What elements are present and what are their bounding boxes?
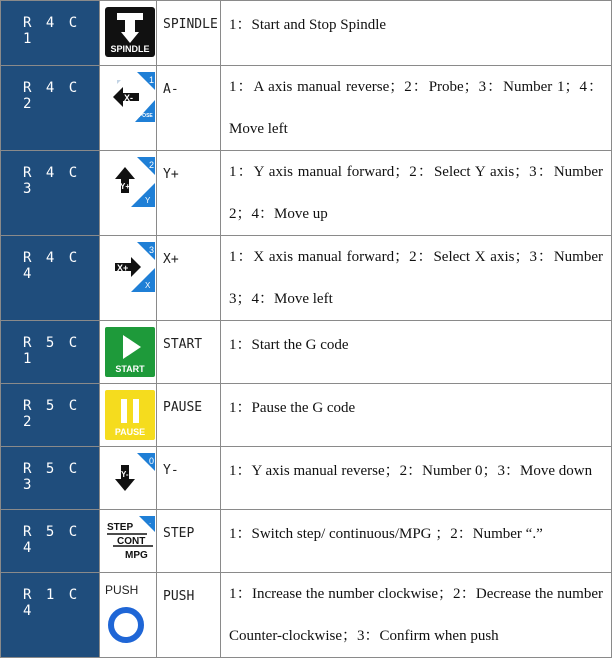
key-code: R 5 C 1 [1,321,100,384]
key-name: PUSH [157,573,221,658]
start-key-label: START [115,364,145,374]
x-plus-key-icon [105,242,155,292]
svg-text:1: 1 [149,75,155,85]
table-row [1,384,612,447]
key-description: 1：X axis manual forward；2：Select X axis；3：Number 3；4：Move left [221,236,612,321]
push-knob-icon [105,583,156,643]
start-key-icon [105,327,155,377]
key-description: 1：Increase the number clockwise；2：Decrease the number Counter-clockwise；3：Confirm when push [221,573,612,658]
key-description: 1：Start the G code [221,321,612,384]
key-name: Y- [157,447,221,510]
key-code: R 4 C 2 [1,66,100,151]
table-row [1,447,612,510]
table-row [1,510,612,573]
key-code: R 4 C 4 [1,236,100,321]
svg-text:3: 3 [149,245,155,255]
key-name: X+ [157,236,221,321]
table-row [1,151,612,236]
step-key-icon [105,516,155,566]
key-description: 1：A axis manual reverse；2：Probe；3：Number 1；4：Move left [221,66,612,151]
y-plus-key-icon [105,157,155,207]
key-name: STEP [157,510,221,573]
knob-ring-icon [108,607,144,643]
svg-text:X+: X+ [117,263,129,273]
key-code: R 4 C 1 [1,1,100,66]
push-knob-label: PUSH [105,583,139,597]
key-code: R 4 C 3 [1,151,100,236]
key-code: R 1 C 4 [1,573,100,658]
key-code: R 5 C 2 [1,384,100,447]
svg-text:.: . [149,517,152,526]
key-code: R 5 C 3 [1,447,100,510]
a-minus-key-label: RPOSE [135,113,153,119]
key-name: SPINDLE [157,1,221,66]
svg-text:Y: Y [145,196,151,205]
spindle-key-icon [105,7,155,57]
key-name: Y+ [157,151,221,236]
table-row [1,66,612,151]
table-row [1,321,612,384]
table-row [1,1,612,66]
a-minus-key-icon [105,72,155,122]
svg-text:Y+: Y+ [120,182,131,191]
key-name: PAUSE [157,384,221,447]
key-name: A- [157,66,221,151]
key-description: 1：Switch step/ continuous/MPG ；2：Number “.” [221,510,612,573]
key-code: R 5 C 4 [1,510,100,573]
table-row [1,236,612,321]
pause-key-label: PAUSE [114,427,146,437]
spindle-key-label: SPINDLE [110,44,150,54]
svg-text:X-: X- [124,93,133,103]
key-description: 1：Start and Stop Spindle [221,1,612,66]
pause-key-icon [105,390,155,440]
svg-text:X: X [145,281,151,290]
table-row [1,573,612,658]
svg-text:2: 2 [149,160,155,170]
key-description: 1：Y axis manual forward；2：Select Y axis；3：Number 2；4：Move up [221,151,612,236]
key-description: 1：Y axis manual reverse；2：Number 0；3：Move down [221,447,612,510]
svg-text:0: 0 [149,456,155,466]
y-minus-key-icon [105,453,155,503]
step-key-line-cont: CONT [117,536,146,547]
step-key-line-step: STEP [107,522,134,533]
key-name: START [157,321,221,384]
step-key-line-mpg: MPG [125,550,148,561]
key-description: 1：Pause the G code [221,384,612,447]
svg-text:Y-: Y- [121,470,129,479]
